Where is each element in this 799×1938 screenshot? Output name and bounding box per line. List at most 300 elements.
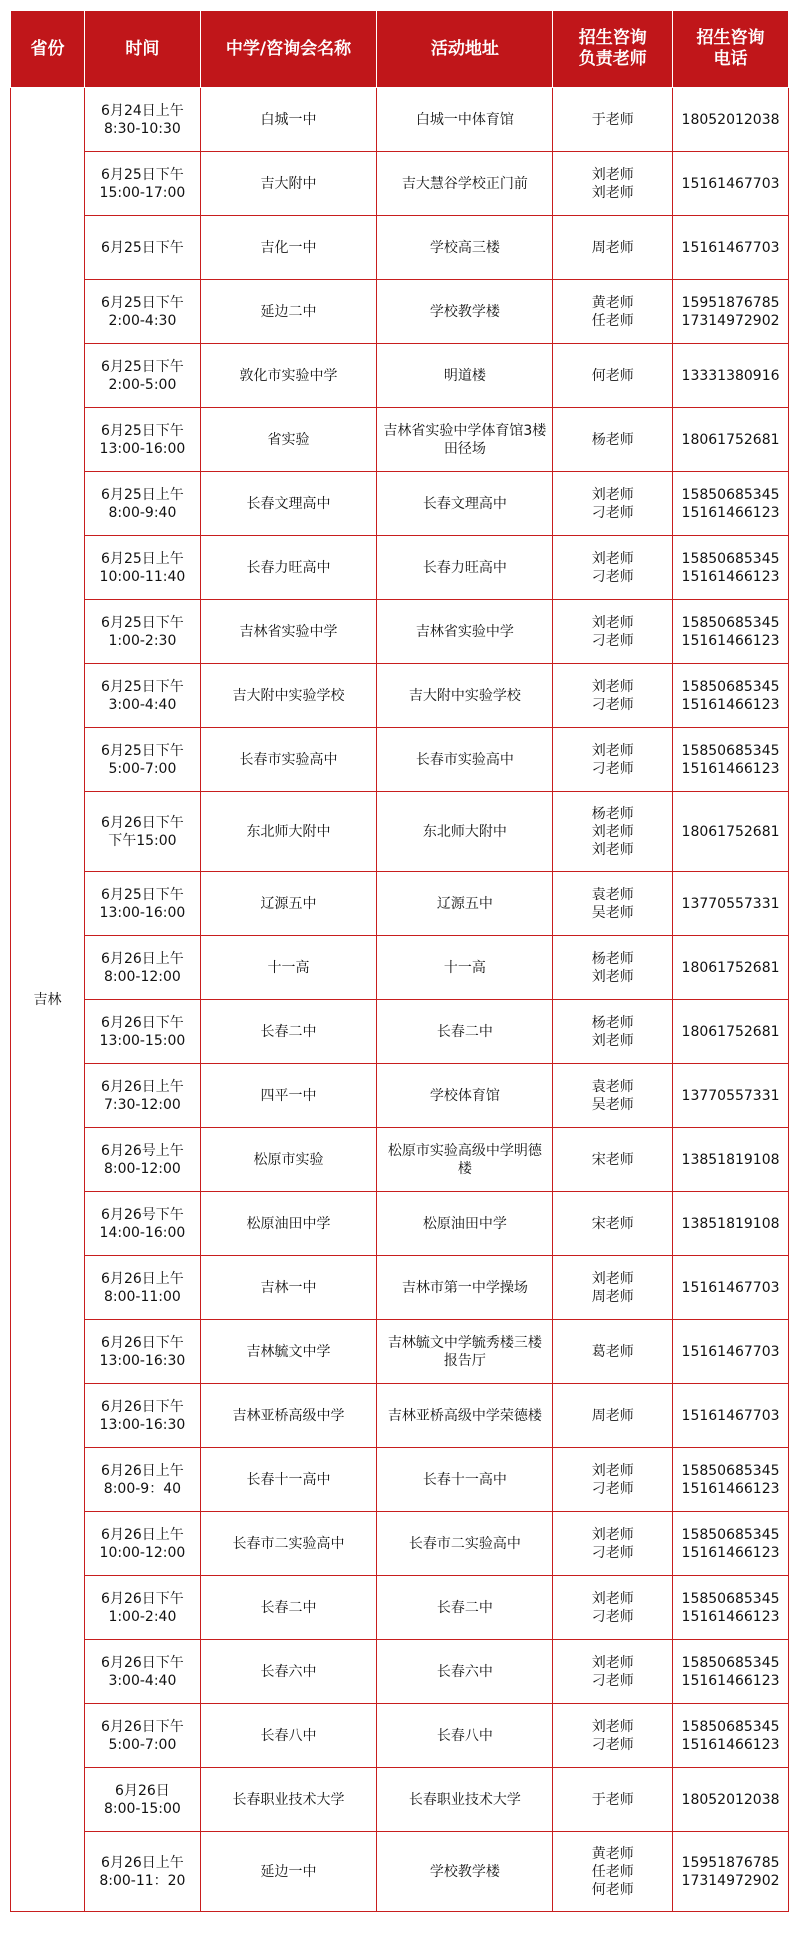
table-row [11, 1256, 789, 1320]
teacher-cell-line: 黄老师 [591, 1845, 634, 1862]
address-cell: 长春职业技术大学 [377, 1768, 553, 1832]
time-cell [84, 1384, 200, 1448]
time-cell-line: 6月25日下午 [101, 742, 184, 759]
address-cell: 东北师大附中 [377, 792, 553, 872]
teacher-cell [553, 88, 673, 152]
time-cell [84, 1000, 200, 1064]
phone-cell [673, 792, 789, 872]
time-cell-line: 8:30-10:30 [103, 120, 181, 137]
time-cell-line: 6月26日上午 [101, 1462, 184, 1479]
teacher-cell-line: 刁老师 [591, 1672, 634, 1689]
phone-cell-line: 15850685345 [681, 1590, 780, 1607]
phone-cell-line: 15161467703 [681, 1343, 780, 1360]
school-cell: 长春力旺高中 [200, 536, 376, 600]
teacher-cell-line: 周老师 [591, 1407, 634, 1424]
teacher-cell-line: 杨老师 [591, 950, 634, 967]
address-cell: 吉林亚桥高级中学荣德楼 [377, 1384, 553, 1448]
teacher-cell [553, 1384, 673, 1448]
teacher-cell-line: 刁老师 [591, 504, 634, 521]
table-row [11, 1448, 789, 1512]
school-cell: 长春市实验高中 [200, 728, 376, 792]
header-teacher-line: 招生咨询 [578, 28, 647, 48]
time-cell [84, 216, 200, 280]
table-row [11, 216, 789, 280]
time-cell-line: 1:00-2:30 [108, 632, 177, 649]
school-cell: 长春八中 [200, 1704, 376, 1768]
teacher-cell [553, 344, 673, 408]
phone-cell-line: 13851819108 [681, 1151, 780, 1168]
phone-cell [673, 1064, 789, 1128]
teacher-cell [553, 1512, 673, 1576]
teacher-cell-line: 刁老师 [591, 1480, 634, 1497]
address-cell: 长春市二实验高中 [377, 1512, 553, 1576]
time-cell-line: 6月25日下午 [101, 166, 184, 183]
time-cell-line: 13:00-16:30 [99, 1416, 186, 1433]
school-cell: 松原市实验 [200, 1128, 376, 1192]
teacher-cell-line: 刘老师 [591, 823, 634, 840]
phone-cell-line: 15161466123 [681, 568, 780, 585]
time-cell [84, 1256, 200, 1320]
teacher-cell-line: 刘老师 [591, 1718, 634, 1735]
phone-cell [673, 1320, 789, 1384]
time-cell-line: 6月25日下午 [101, 422, 184, 439]
time-cell [84, 1704, 200, 1768]
address-cell: 松原油田中学 [377, 1192, 553, 1256]
teacher-cell-line: 刁老师 [591, 1608, 634, 1625]
phone-cell [673, 664, 789, 728]
time-cell [84, 1768, 200, 1832]
time-cell-line: 7:30-12:00 [103, 1096, 181, 1113]
address-cell: 长春八中 [377, 1704, 553, 1768]
time-cell-line: 6月25日下午 [101, 886, 184, 903]
time-cell [84, 280, 200, 344]
phone-cell [673, 1192, 789, 1256]
time-cell-line: 6月26日下午 [101, 1398, 184, 1415]
address-cell: 长春文理高中 [377, 472, 553, 536]
teacher-cell-line: 刘老师 [591, 1462, 634, 1479]
table-row [11, 88, 789, 152]
header-phone-line: 电话 [713, 49, 748, 69]
teacher-cell [553, 1832, 673, 1912]
header-phone-line: 招生咨询 [696, 28, 765, 48]
time-cell-line: 6月26日上午 [101, 950, 184, 967]
header-province: 省份 [11, 11, 85, 88]
address-cell: 长春六中 [377, 1640, 553, 1704]
time-cell-line: 6月26日上午 [101, 1270, 184, 1287]
table-row [11, 1384, 789, 1448]
phone-cell-line: 15850685345 [681, 1526, 780, 1543]
school-cell: 长春文理高中 [200, 472, 376, 536]
time-cell [84, 1128, 200, 1192]
address-cell: 长春二中 [377, 1576, 553, 1640]
address-cell: 吉林市第一中学操场 [377, 1256, 553, 1320]
teacher-cell-line: 宋老师 [591, 1215, 634, 1232]
table-row [11, 344, 789, 408]
phone-cell-line: 15161467703 [681, 175, 780, 192]
teacher-cell-line: 刘老师 [591, 1032, 634, 1049]
time-cell-line: 8:00-11:00 [103, 1288, 181, 1305]
phone-cell [673, 536, 789, 600]
school-cell: 十一高 [200, 936, 376, 1000]
teacher-cell-line: 刘老师 [591, 184, 634, 201]
teacher-cell [553, 152, 673, 216]
time-cell-line: 6月26日上午 [101, 1526, 184, 1543]
time-cell-line: 6月26日上午 [101, 1854, 184, 1871]
time-cell [84, 872, 200, 936]
school-cell: 延边一中 [200, 1832, 376, 1912]
school-cell: 四平一中 [200, 1064, 376, 1128]
table-row [11, 1832, 789, 1912]
time-cell-line: 2:00-5:00 [108, 376, 177, 393]
phone-cell-line: 15161466123 [681, 1544, 780, 1561]
teacher-cell-line: 刘老师 [591, 1654, 634, 1671]
teacher-cell-line: 杨老师 [591, 1014, 634, 1031]
time-cell [84, 1448, 200, 1512]
time-cell [84, 936, 200, 1000]
phone-cell-line: 15161466123 [681, 632, 780, 649]
phone-cell-line: 15161466123 [681, 1480, 780, 1497]
table-body [11, 88, 789, 1912]
phone-cell-line: 15161466123 [681, 696, 780, 713]
phone-cell [673, 1448, 789, 1512]
time-cell-line: 8:00-15:00 [103, 1800, 181, 1817]
phone-cell-line: 18061752681 [681, 959, 780, 976]
phone-cell-line: 15161467703 [681, 239, 780, 256]
time-cell-line: 6月26日下午 [101, 1014, 184, 1031]
phone-cell-line: 15850685345 [681, 1654, 780, 1671]
table-row [11, 872, 789, 936]
time-cell-line: 8:00-11：20 [99, 1872, 186, 1889]
teacher-cell-line: 任老师 [591, 312, 634, 329]
address-cell: 学校高三楼 [377, 216, 553, 280]
teacher-cell-line: 宋老师 [591, 1151, 634, 1168]
time-cell [84, 1640, 200, 1704]
school-cell: 吉大附中 [200, 152, 376, 216]
school-cell: 吉大附中实验学校 [200, 664, 376, 728]
time-cell-line: 13:00-16:00 [99, 440, 186, 457]
phone-cell [673, 1576, 789, 1640]
table-row [11, 792, 789, 872]
teacher-cell-line: 于老师 [591, 111, 634, 128]
time-cell [84, 408, 200, 472]
school-cell: 长春职业技术大学 [200, 1768, 376, 1832]
time-cell-line: 3:00-4:40 [108, 696, 177, 713]
teacher-cell [553, 1704, 673, 1768]
teacher-cell-line: 于老师 [591, 1791, 634, 1808]
address-cell: 学校教学楼 [377, 280, 553, 344]
time-cell-line: 6月25日下午 [101, 294, 184, 311]
time-cell-line: 6月25日上午 [101, 550, 184, 567]
phone-cell [673, 216, 789, 280]
time-cell [84, 664, 200, 728]
phone-cell [673, 1512, 789, 1576]
time-cell-line: 10:00-12:00 [99, 1544, 186, 1561]
time-cell-line: 6月26日下午 [101, 814, 184, 831]
table-row [11, 408, 789, 472]
address-cell: 吉大慧谷学校正门前 [377, 152, 553, 216]
phone-cell-line: 18061752681 [681, 1023, 780, 1040]
table-row [11, 600, 789, 664]
school-cell: 吉林毓文中学 [200, 1320, 376, 1384]
teacher-cell-line: 杨老师 [591, 431, 634, 448]
table-row [11, 1768, 789, 1832]
time-cell-line: 6月25日下午 [101, 358, 184, 375]
address-cell: 吉林省实验中学体育馆3楼田径场 [377, 408, 553, 472]
teacher-cell [553, 536, 673, 600]
phone-cell-line: 18061752681 [681, 431, 780, 448]
teacher-cell [553, 936, 673, 1000]
school-cell: 东北师大附中 [200, 792, 376, 872]
teacher-cell [553, 1256, 673, 1320]
time-cell [84, 536, 200, 600]
table-row [11, 1320, 789, 1384]
teacher-cell-line: 周老师 [591, 239, 634, 256]
school-cell: 敦化市实验中学 [200, 344, 376, 408]
time-cell [84, 472, 200, 536]
phone-cell-line: 17314972902 [681, 1872, 780, 1889]
table-row [11, 1512, 789, 1576]
header-address: 活动地址 [377, 11, 553, 88]
address-cell: 学校体育馆 [377, 1064, 553, 1128]
header-school: 中学/咨询会名称 [200, 11, 376, 88]
school-cell: 吉林省实验中学 [200, 600, 376, 664]
teacher-cell-line: 刁老师 [591, 1736, 634, 1753]
school-cell: 吉林亚桥高级中学 [200, 1384, 376, 1448]
phone-cell-line: 15850685345 [681, 550, 780, 567]
time-cell-line: 6月26日 [115, 1782, 170, 1799]
time-cell-line: 6月26号上午 [101, 1142, 184, 1159]
teacher-cell-line: 袁老师 [591, 1078, 634, 1095]
phone-cell [673, 1704, 789, 1768]
time-cell-line: 下午15:00 [108, 832, 177, 849]
school-cell: 长春六中 [200, 1640, 376, 1704]
phone-cell-line: 15161466123 [681, 1736, 780, 1753]
address-cell: 吉林毓文中学毓秀楼三楼报告厅 [377, 1320, 553, 1384]
time-cell-line: 6月25日下午 [101, 239, 184, 256]
teacher-cell [553, 1128, 673, 1192]
time-cell-line: 6月25日下午 [101, 614, 184, 631]
table-row [11, 536, 789, 600]
phone-cell-line: 18052012038 [681, 111, 780, 128]
teacher-cell [553, 280, 673, 344]
school-cell: 吉化一中 [200, 216, 376, 280]
header-phone [673, 11, 789, 88]
teacher-cell [553, 408, 673, 472]
school-cell: 辽源五中 [200, 872, 376, 936]
teacher-cell-line: 周老师 [591, 1288, 634, 1305]
teacher-cell-line: 刘老师 [591, 166, 634, 183]
phone-cell-line: 13851819108 [681, 1215, 780, 1232]
school-cell: 松原油田中学 [200, 1192, 376, 1256]
teacher-cell [553, 1768, 673, 1832]
teacher-cell-line: 吴老师 [591, 1096, 634, 1113]
address-cell: 松原市实验高级中学明德楼 [377, 1128, 553, 1192]
teacher-cell [553, 1640, 673, 1704]
time-cell-line: 8:00-12:00 [103, 1160, 181, 1177]
phone-cell-line: 13770557331 [681, 1087, 780, 1104]
school-cell: 长春市二实验高中 [200, 1512, 376, 1576]
phone-cell-line: 15161466123 [681, 760, 780, 777]
teacher-cell-line: 葛老师 [591, 1343, 634, 1360]
teacher-cell-line: 刁老师 [591, 696, 634, 713]
table-row [11, 728, 789, 792]
school-cell: 长春二中 [200, 1000, 376, 1064]
teacher-cell [553, 728, 673, 792]
school-cell: 长春十一高中 [200, 1448, 376, 1512]
teacher-cell [553, 1192, 673, 1256]
teacher-cell [553, 600, 673, 664]
time-cell-line: 3:00-4:40 [108, 1672, 177, 1689]
phone-cell-line: 13331380916 [681, 367, 780, 384]
phone-cell [673, 1384, 789, 1448]
address-cell: 白城一中体育馆 [377, 88, 553, 152]
address-cell: 长春市实验高中 [377, 728, 553, 792]
time-cell-line: 6月26日下午 [101, 1718, 184, 1735]
time-cell-line: 6月26日上午 [101, 1078, 184, 1095]
time-cell-line: 1:00-2:40 [108, 1608, 177, 1625]
teacher-cell-line: 袁老师 [591, 886, 634, 903]
teacher-cell-line: 刁老师 [591, 568, 634, 585]
time-cell-line: 13:00-16:30 [99, 1352, 186, 1369]
time-cell-line: 13:00-15:00 [99, 1032, 186, 1049]
phone-cell-line: 15161466123 [681, 1672, 780, 1689]
phone-cell-line: 15850685345 [681, 1718, 780, 1735]
address-cell: 明道楼 [377, 344, 553, 408]
phone-cell [673, 1832, 789, 1912]
teacher-cell-line: 任老师 [591, 1863, 634, 1880]
phone-cell [673, 88, 789, 152]
teacher-cell-line: 刘老师 [591, 486, 634, 503]
teacher-cell [553, 1576, 673, 1640]
phone-cell [673, 472, 789, 536]
teacher-cell-line: 刘老师 [591, 678, 634, 695]
address-cell: 吉大附中实验学校 [377, 664, 553, 728]
phone-cell-line: 18052012038 [681, 1791, 780, 1808]
time-cell [84, 600, 200, 664]
teacher-cell [553, 1000, 673, 1064]
table-row [11, 472, 789, 536]
address-cell: 吉林省实验中学 [377, 600, 553, 664]
time-cell-line: 6月26号下午 [101, 1206, 184, 1223]
time-cell [84, 792, 200, 872]
phone-cell-line: 15850685345 [681, 614, 780, 631]
teacher-cell-line: 刁老师 [591, 760, 634, 777]
teacher-cell [553, 1320, 673, 1384]
teacher-cell-line: 刘老师 [591, 1526, 634, 1543]
phone-cell [673, 1000, 789, 1064]
header-time: 时间 [84, 11, 200, 88]
header-teacher-line: 负责老师 [578, 49, 647, 69]
time-cell-line: 6月25日上午 [101, 486, 184, 503]
time-cell-line: 10:00-11:40 [99, 568, 186, 585]
teacher-cell-line: 刘老师 [591, 550, 634, 567]
phone-cell-line: 13770557331 [681, 895, 780, 912]
teacher-cell [553, 472, 673, 536]
table-row [11, 1128, 789, 1192]
address-cell: 十一高 [377, 936, 553, 1000]
time-cell-line: 14:00-16:00 [99, 1224, 186, 1241]
phone-cell-line: 15951876785 [681, 1854, 780, 1871]
time-cell-line: 8:00-9：40 [103, 1480, 182, 1497]
province-cell: 吉林 [11, 88, 85, 1912]
address-cell: 长春十一高中 [377, 1448, 553, 1512]
phone-cell [673, 152, 789, 216]
time-cell-line: 8:00-12:00 [103, 968, 181, 985]
table-row [11, 664, 789, 728]
time-cell-line: 5:00-7:00 [108, 1736, 177, 1753]
table-row [11, 1704, 789, 1768]
teacher-cell [553, 216, 673, 280]
teacher-cell-line: 刘老师 [591, 968, 634, 985]
time-cell-line: 8:00-9:40 [108, 504, 177, 521]
phone-cell-line: 15850685345 [681, 742, 780, 759]
table-row [11, 152, 789, 216]
teacher-cell-line: 刁老师 [591, 1544, 634, 1561]
phone-cell [673, 344, 789, 408]
phone-cell-line: 15850685345 [681, 1462, 780, 1479]
address-cell: 长春二中 [377, 1000, 553, 1064]
table-row [11, 1192, 789, 1256]
phone-cell-line: 15161466123 [681, 1608, 780, 1625]
school-cell: 吉林一中 [200, 1256, 376, 1320]
table-row [11, 1576, 789, 1640]
phone-cell [673, 1256, 789, 1320]
table-row [11, 1064, 789, 1128]
time-cell-line: 2:00-4:30 [108, 312, 177, 329]
phone-cell-line: 15161467703 [681, 1407, 780, 1424]
phone-cell [673, 1768, 789, 1832]
time-cell [84, 152, 200, 216]
phone-cell-line: 15850685345 [681, 678, 780, 695]
table-row [11, 280, 789, 344]
phone-cell-line: 15951876785 [681, 294, 780, 311]
time-cell [84, 1320, 200, 1384]
address-cell: 长春力旺高中 [377, 536, 553, 600]
time-cell [84, 88, 200, 152]
teacher-cell [553, 792, 673, 872]
phone-cell [673, 872, 789, 936]
header-teacher [553, 11, 673, 88]
teacher-cell-line: 刘老师 [591, 1270, 634, 1287]
phone-cell-line: 15161467703 [681, 1279, 780, 1296]
teacher-cell-line: 何老师 [591, 367, 634, 384]
time-cell-line: 13:00-16:00 [99, 904, 186, 921]
teacher-cell-line: 何老师 [591, 1881, 634, 1898]
teacher-cell-line: 刘老师 [591, 742, 634, 759]
phone-cell [673, 1640, 789, 1704]
teacher-cell-line: 刘老师 [591, 1590, 634, 1607]
time-cell [84, 1576, 200, 1640]
teacher-cell [553, 664, 673, 728]
phone-cell-line: 18061752681 [681, 823, 780, 840]
time-cell-line: 15:00-17:00 [99, 184, 186, 201]
phone-cell [673, 1128, 789, 1192]
address-cell: 学校教学楼 [377, 1832, 553, 1912]
table-row [11, 1640, 789, 1704]
time-cell-line: 5:00-7:00 [108, 760, 177, 777]
teacher-cell [553, 872, 673, 936]
teacher-cell [553, 1064, 673, 1128]
teacher-cell-line: 刘老师 [591, 841, 634, 858]
phone-cell [673, 408, 789, 472]
time-cell-line: 6月24日上午 [101, 102, 184, 119]
teacher-cell [553, 1448, 673, 1512]
phone-cell [673, 600, 789, 664]
admission-schedule-table [10, 10, 789, 1912]
teacher-cell-line: 黄老师 [591, 294, 634, 311]
time-cell [84, 728, 200, 792]
phone-cell [673, 280, 789, 344]
